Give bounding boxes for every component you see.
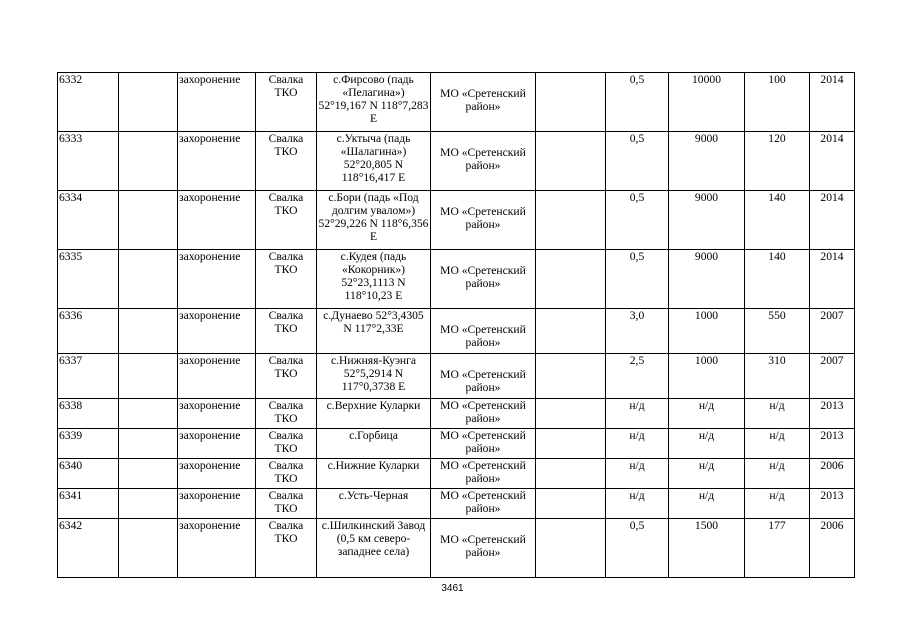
- cell-area: н/д: [606, 489, 669, 519]
- cell-volume: 9000: [669, 191, 745, 250]
- cell-mo: МО «Сретенский район»: [431, 429, 536, 459]
- cell-area: 0,5: [606, 250, 669, 309]
- registry-table: [57, 72, 855, 578]
- cell-year: 2014: [810, 191, 855, 250]
- cell-area: 3,0: [606, 309, 669, 354]
- cell-type: Свалка ТКО: [256, 429, 317, 459]
- cell-op: захоронение: [178, 399, 256, 429]
- cell-col7: [536, 309, 606, 354]
- cell-dist: н/д: [745, 399, 810, 429]
- cell-op: захоронение: [178, 519, 256, 578]
- cell-col7: [536, 354, 606, 399]
- cell-col7: [536, 519, 606, 578]
- cell-op: захоронение: [178, 73, 256, 132]
- cell-mo: МО «Сретенский район»: [431, 459, 536, 489]
- cell-area: 2,5: [606, 354, 669, 399]
- cell-mo: МО «Сретенский район»: [431, 309, 536, 354]
- cell-col7: [536, 73, 606, 132]
- cell-place: с.Верхние Куларки: [317, 399, 431, 429]
- cell-area: н/д: [606, 399, 669, 429]
- cell-code: [119, 191, 178, 250]
- table-row: [58, 399, 855, 429]
- cell-area: 0,5: [606, 519, 669, 578]
- cell-type: Свалка ТКО: [256, 250, 317, 309]
- cell-id: 6332: [58, 73, 119, 132]
- cell-code: [119, 459, 178, 489]
- cell-code: [119, 73, 178, 132]
- cell-id: 6337: [58, 354, 119, 399]
- cell-code: [119, 132, 178, 191]
- cell-id: 6333: [58, 132, 119, 191]
- cell-type: Свалка ТКО: [256, 354, 317, 399]
- cell-id: 6334: [58, 191, 119, 250]
- cell-volume: н/д: [669, 489, 745, 519]
- table-row: [58, 459, 855, 489]
- cell-year: 2014: [810, 132, 855, 191]
- cell-year: 2007: [810, 309, 855, 354]
- cell-op: захоронение: [178, 132, 256, 191]
- cell-op: захоронение: [178, 354, 256, 399]
- table-row: [58, 250, 855, 309]
- cell-volume: 1000: [669, 309, 745, 354]
- cell-place: с.Нижние Куларки: [317, 459, 431, 489]
- cell-dist: 310: [745, 354, 810, 399]
- table-row: [58, 191, 855, 250]
- cell-code: [119, 489, 178, 519]
- cell-type: Свалка ТКО: [256, 399, 317, 429]
- cell-id: 6336: [58, 309, 119, 354]
- cell-dist: 100: [745, 73, 810, 132]
- cell-year: 2014: [810, 73, 855, 132]
- cell-id: 6340: [58, 459, 119, 489]
- cell-place: с.Уктыча (падь «Шалагина») 52°20,805 N 118°16,417 E: [317, 132, 431, 191]
- cell-volume: н/д: [669, 399, 745, 429]
- cell-col7: [536, 429, 606, 459]
- cell-area: 0,5: [606, 132, 669, 191]
- cell-place: с.Горбица: [317, 429, 431, 459]
- cell-mo: МО «Сретенский район»: [431, 132, 536, 191]
- cell-place: с.Нижняя-Куэнга 52°5,2914 N 117°0,3738 E: [317, 354, 431, 399]
- cell-id: 6342: [58, 519, 119, 578]
- cell-dist: 140: [745, 250, 810, 309]
- cell-mo: МО «Сретенский район»: [431, 519, 536, 578]
- cell-col7: [536, 399, 606, 429]
- table-row: [58, 132, 855, 191]
- cell-volume: 9000: [669, 250, 745, 309]
- cell-mo: МО «Сретенский район»: [431, 250, 536, 309]
- cell-dist: 120: [745, 132, 810, 191]
- cell-col7: [536, 132, 606, 191]
- cell-type: Свалка ТКО: [256, 191, 317, 250]
- cell-type: Свалка ТКО: [256, 132, 317, 191]
- cell-dist: 550: [745, 309, 810, 354]
- cell-place: с.Бори (падь «Под долгим увалом») 52°29,226 N 118°6,356 E: [317, 191, 431, 250]
- cell-code: [119, 399, 178, 429]
- cell-mo: МО «Сретенский район»: [431, 354, 536, 399]
- cell-col7: [536, 191, 606, 250]
- table-row: [58, 519, 855, 578]
- cell-op: захоронение: [178, 191, 256, 250]
- cell-type: Свалка ТКО: [256, 73, 317, 132]
- cell-volume: 10000: [669, 73, 745, 132]
- cell-col7: [536, 459, 606, 489]
- cell-code: [119, 309, 178, 354]
- cell-volume: 1000: [669, 354, 745, 399]
- cell-area: н/д: [606, 429, 669, 459]
- cell-mo: МО «Сретенский район»: [431, 489, 536, 519]
- cell-volume: 9000: [669, 132, 745, 191]
- cell-code: [119, 354, 178, 399]
- cell-col7: [536, 489, 606, 519]
- cell-id: 6339: [58, 429, 119, 459]
- cell-id: 6338: [58, 399, 119, 429]
- cell-col7: [536, 250, 606, 309]
- cell-id: 6335: [58, 250, 119, 309]
- cell-area: 0,5: [606, 73, 669, 132]
- cell-place: с.Дунаево 52°3,4305 N 117°2,33E: [317, 309, 431, 354]
- cell-type: Свалка ТКО: [256, 309, 317, 354]
- cell-op: захоронение: [178, 429, 256, 459]
- cell-op: захоронение: [178, 459, 256, 489]
- cell-dist: 140: [745, 191, 810, 250]
- cell-dist: н/д: [745, 429, 810, 459]
- cell-place: с.Фирсово (падь «Пелагина») 52°19,167 N 118°7,283 E: [317, 73, 431, 132]
- cell-code: [119, 429, 178, 459]
- cell-year: 2007: [810, 354, 855, 399]
- cell-place: с.Шилкинский Завод (0,5 км северо-западнее села): [317, 519, 431, 578]
- page-number: 3461: [441, 583, 464, 594]
- cell-volume: н/д: [669, 429, 745, 459]
- cell-year: 2013: [810, 489, 855, 519]
- cell-op: захоронение: [178, 250, 256, 309]
- cell-area: 0,5: [606, 191, 669, 250]
- cell-volume: 1500: [669, 519, 745, 578]
- table-row: [58, 309, 855, 354]
- cell-mo: МО «Сретенский район»: [431, 73, 536, 132]
- cell-year: 2006: [810, 519, 855, 578]
- cell-year: 2013: [810, 399, 855, 429]
- cell-place: с.Кудея (падь «Кокорник») 52°23,1113 N 118°10,23 E: [317, 250, 431, 309]
- cell-place: с.Усть-Черная: [317, 489, 431, 519]
- table-row: [58, 429, 855, 459]
- cell-op: захоронение: [178, 489, 256, 519]
- cell-id: 6341: [58, 489, 119, 519]
- cell-year: 2014: [810, 250, 855, 309]
- cell-type: Свалка ТКО: [256, 459, 317, 489]
- cell-area: н/д: [606, 459, 669, 489]
- cell-dist: 177: [745, 519, 810, 578]
- cell-op: захоронение: [178, 309, 256, 354]
- cell-volume: н/д: [669, 459, 745, 489]
- cell-code: [119, 519, 178, 578]
- table-row: [58, 354, 855, 399]
- cell-year: 2006: [810, 459, 855, 489]
- cell-mo: МО «Сретенский район»: [431, 399, 536, 429]
- cell-dist: н/д: [745, 489, 810, 519]
- cell-type: Свалка ТКО: [256, 489, 317, 519]
- cell-year: 2013: [810, 429, 855, 459]
- table-row: [58, 73, 855, 132]
- table-row: [58, 489, 855, 519]
- cell-code: [119, 250, 178, 309]
- cell-dist: н/д: [745, 459, 810, 489]
- cell-type: Свалка ТКО: [256, 519, 317, 578]
- cell-mo: МО «Сретенский район»: [431, 191, 536, 250]
